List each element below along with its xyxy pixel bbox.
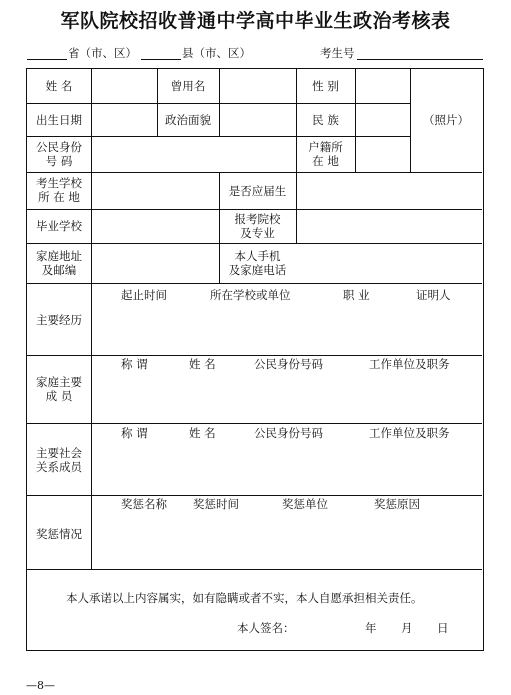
home-address-label: 家庭地址 及邮编 xyxy=(36,249,82,277)
social-col-header: 称 谓 xyxy=(121,426,148,440)
award-col-header: 奖惩原因 xyxy=(374,497,420,511)
phone-label: 本人手机 及家庭电话 xyxy=(228,249,287,277)
social-label: 主要社会 关系成员 xyxy=(36,446,82,474)
political-status-label: 政治面貌 xyxy=(165,113,211,127)
row-divider xyxy=(27,283,482,284)
family-col-header: 姓 名 xyxy=(189,357,216,371)
award-col-header: 奖惩时间 xyxy=(193,497,239,511)
experience-col-header: 起止时间 xyxy=(121,288,167,302)
exam-number-blank[interactable] xyxy=(357,59,483,60)
ethnicity-label: 民 族 xyxy=(312,113,339,127)
row-divider xyxy=(27,243,482,244)
apply-school-label: 报考院校 及专业 xyxy=(234,212,281,240)
date-day: 日 xyxy=(437,621,449,635)
county-label: 县（市、区） xyxy=(182,46,251,60)
signature-label: 本人签名： xyxy=(237,621,295,635)
award-col-header: 奖惩单位 xyxy=(282,497,328,511)
row-divider xyxy=(27,495,482,496)
social-col-header: 公民身份号码 xyxy=(254,426,323,440)
birth-date-label: 出生日期 xyxy=(36,113,82,127)
is-graduate-label: 是否应届生 xyxy=(228,184,287,198)
gender-label: 性 别 xyxy=(312,79,339,93)
social-col-header: 工作单位及职务 xyxy=(369,426,450,440)
experience-label: 主要经历 xyxy=(36,313,82,327)
row-divider xyxy=(27,423,482,424)
family-col-header: 称 谓 xyxy=(121,357,148,371)
experience-col-header: 证明人 xyxy=(416,288,451,302)
photo-placeholder: （照片） xyxy=(423,113,469,127)
former-name-label: 曾用名 xyxy=(170,79,206,93)
col-divider xyxy=(355,136,356,172)
form-title: 军队院校招收普通中学高中毕业生政治考核表 xyxy=(60,10,451,32)
row-divider xyxy=(27,355,482,356)
date-year: 年 xyxy=(365,621,377,635)
col-divider xyxy=(355,69,356,136)
province-label: 省（市、区） xyxy=(68,46,137,60)
exam-school-label: 考生学校 所 在 地 xyxy=(36,176,82,204)
row-divider xyxy=(27,209,482,210)
family-col-header: 公民身份号码 xyxy=(254,357,323,371)
col-divider xyxy=(296,172,297,243)
family-col-header: 工作单位及职务 xyxy=(369,357,450,371)
experience-col-header: 所在学校或单位 xyxy=(210,288,291,302)
row-divider xyxy=(27,172,482,173)
county-blank[interactable] xyxy=(141,59,181,60)
col-divider xyxy=(91,69,92,569)
page-number: —8— xyxy=(26,679,55,692)
grad-school-label: 毕业学校 xyxy=(36,219,82,233)
row-divider xyxy=(27,569,482,570)
pledge-text: 本人承诺以上内容属实，如有隐瞒或者不实，本人自愿承担相关责任。 xyxy=(66,591,423,605)
social-col-header: 姓 名 xyxy=(189,426,216,440)
award-col-header: 奖惩名称 xyxy=(121,497,167,511)
awards-label: 奖惩情况 xyxy=(36,527,82,541)
date-month: 月 xyxy=(401,621,413,635)
name-label: 姓 名 xyxy=(45,79,73,93)
col-divider xyxy=(219,69,220,136)
province-blank[interactable] xyxy=(27,59,67,60)
experience-col-header: 职 业 xyxy=(343,288,370,302)
id-number-label: 公民身份 号 码 xyxy=(36,140,82,168)
row-divider xyxy=(27,136,410,137)
family-label: 家庭主要 成 员 xyxy=(36,375,82,403)
household-label: 户籍所 在 地 xyxy=(308,140,343,168)
form-table xyxy=(26,68,484,651)
exam-number-label: 考生号 xyxy=(320,46,355,60)
